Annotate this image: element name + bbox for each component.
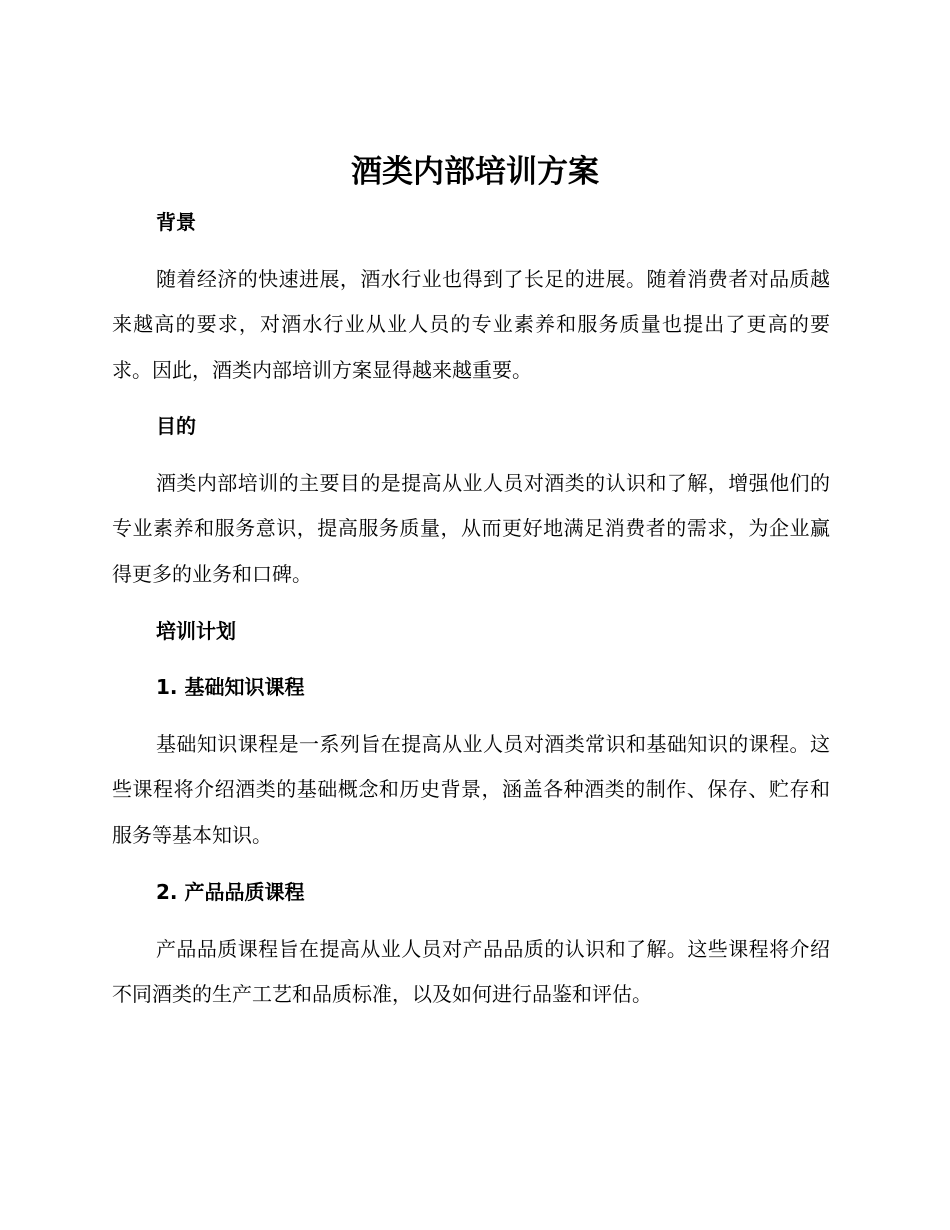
section-paragraph-purpose: 酒类内部培训的主要目的是提高从业人员对酒类的认识和了解，增强他们的专业素养和服务意识，提高服务质量，从而更好地满足消费者的需求，为企业赢得更多的业务和口碑。 <box>112 471 830 586</box>
subsection-paragraph-product-quality-course: 产品品质课程旨在提高从业人员对产品品质的认识和了解。这些课程将介绍不同酒类的生产工艺和品质标准，以及如何进行品鉴和评估。 <box>112 937 830 1007</box>
subsection-heading-basic-knowledge-course: 1. 基础知识课程 <box>156 675 305 699</box>
subsection-paragraph-basic-knowledge-course: 基础知识课程是一系列旨在提高从业人员对酒类常识和基础知识的课程。这些课程将介绍酒类的基础概念和历史背景，涵盖各种酒类的制作、保存、贮存和服务等基本知识。 <box>112 732 830 847</box>
section-paragraph-background: 随着经济的快速进展，酒水行业也得到了长足的进展。随着消费者对品质越来越高的要求，对酒水行业从业人员的专业素养和服务质量也提出了更高的要求。因此，酒类内部培训方案显得越来越重要。 <box>112 267 830 382</box>
section-heading-purpose: 目的 <box>156 414 196 438</box>
subsection-heading-product-quality-course: 2. 产品品质课程 <box>156 880 305 904</box>
page-title: 酒类内部培训方案 <box>351 154 599 190</box>
section-heading-background: 背景 <box>156 210 196 234</box>
section-heading-training-plan: 培训计划 <box>156 619 236 643</box>
